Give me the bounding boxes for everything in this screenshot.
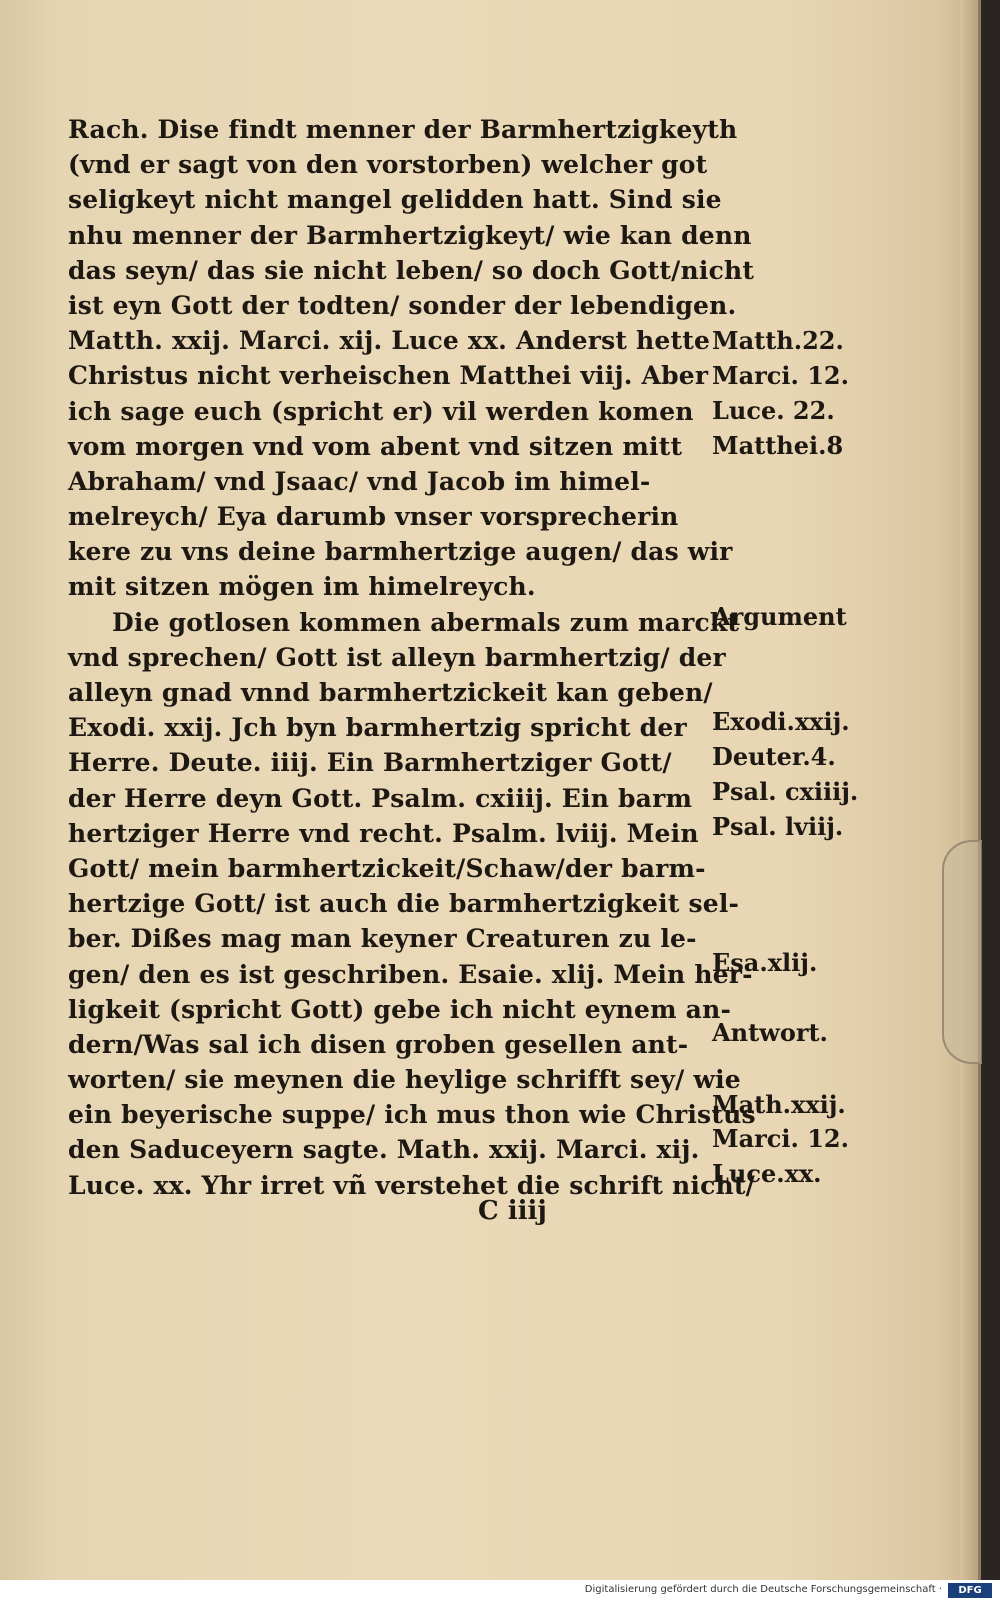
text-line: ist eyn Gott der todten/ sonder der lebendigen. <box>68 290 737 320</box>
text-line: melreych/ Eya darumb vnser vorsprecherin <box>68 502 679 532</box>
margin-note: Psal. cxiiij. <box>712 777 859 806</box>
text-line: Exodi. xxij. Jch byn barmhertzig spricht der <box>68 713 687 743</box>
margin-note: Matthei.8 <box>712 431 844 460</box>
text-line: ich sage euch (spricht er) vil werden komen <box>68 396 694 426</box>
margin-note: Esa.xlij. <box>712 948 818 977</box>
text-line: Herre. Deute. iiij. Ein Barmhertziger Gott/ <box>68 748 672 778</box>
text-line: mit sitzen mögen im himelreych. <box>68 572 536 602</box>
margin-note: Luce. 22. <box>712 396 835 425</box>
text-line: alleyn gnad vnnd barmhertzickeit kan geben/ <box>68 678 713 707</box>
dfg-logo: DFG <box>948 1583 992 1598</box>
footer-bar <box>0 1580 1000 1603</box>
body-text <box>68 112 756 1203</box>
text-line: ein beyerische suppe/ ich mus thon wie Christus <box>68 1100 756 1130</box>
margin-note: Marci. 12. <box>712 1124 849 1153</box>
margin-note: Deuter.4. <box>712 742 836 771</box>
text-line: Rach. Dise findt menner der Barmhertzigkeyth <box>68 115 738 144</box>
text-line: ligkeit (spricht Gott) gebe ich nicht eynem an- <box>68 994 732 1024</box>
page-edge <box>960 0 978 1580</box>
text-line: dern/Was sal ich disen groben gesellen ant- <box>68 1029 689 1059</box>
text-line: worten/ sie meynen die heylige schrifft sey/ wie <box>68 1065 741 1095</box>
text-line: das seyn/ das sie nicht leben/ so doch Gott/nicht <box>68 255 755 285</box>
margin-note: Antwort. <box>712 1018 828 1047</box>
text-line: der Herre deyn Gott. Psalm. cxiiij. Ein barm <box>68 783 693 813</box>
text-line: nhu menner der Barmhertzigkeyt/ wie kan denn <box>68 220 752 250</box>
text-line: Gott/ mein barmhertzickeit/Schaw/der barm- <box>68 853 706 883</box>
text-line: Die gotlosen kommen abermals zum marckt <box>112 607 740 637</box>
signature-mark: C iiij <box>478 1196 547 1226</box>
text-line: Matth. xxij. Marci. xij. Luce xx. Anderst hette <box>68 326 711 356</box>
text-line: kere zu vns deine barmhertzige augen/ das wir <box>68 537 733 567</box>
text-line: hertziger Herre vnd recht. Psalm. lviij. Mein <box>68 818 699 848</box>
footer-credit: Digitalisierung gefördert durch die Deutsche Forschungsgemeinschaft · <box>584 1584 942 1595</box>
page-clip <box>942 840 982 1064</box>
text-line: vom morgen vnd vom abent vnd sitzen mitt <box>68 431 683 461</box>
text-line: ber. Dißes mag man keyner Creaturen zu le- <box>68 924 697 954</box>
margin-note: Math.xxij. <box>712 1090 846 1119</box>
text-line: hertzige Gott/ ist auch die barmhertzigkeit sel- <box>68 889 740 919</box>
text-line: seligkeyt nicht mangel gelidden hatt. Sind sie <box>68 185 722 215</box>
text-line: gen/ den es ist geschriben. Esaie. xlij. Mein her- <box>68 959 753 989</box>
text-line: Luce. xx. Yhr irret vñ verstehet die schrift nicht/ <box>68 1170 755 1200</box>
margin-note: Argument <box>712 602 847 631</box>
text-line: Christus nicht verheischen Matthei viij. Aber <box>68 361 709 391</box>
text-line: vnd sprechen/ Gott ist alleyn barmhertzig/ der <box>68 642 726 672</box>
text-line: den Saduceyern sagte. Math. xxij. Marci. xij. <box>68 1135 700 1165</box>
margin-note: Matth.22. <box>712 326 844 355</box>
text-line: (vnd er sagt von den vorstorben) welcher got <box>68 150 708 180</box>
margin-note: Luce.xx. <box>712 1159 822 1188</box>
text-line: Abraham/ vnd Jsaac/ vnd Jacob im himel- <box>68 466 651 496</box>
margin-note: Psal. lviij. <box>712 812 844 841</box>
margin-note: Marci. 12. <box>712 361 849 390</box>
margin-note: Exodi.xxij. <box>712 707 850 736</box>
